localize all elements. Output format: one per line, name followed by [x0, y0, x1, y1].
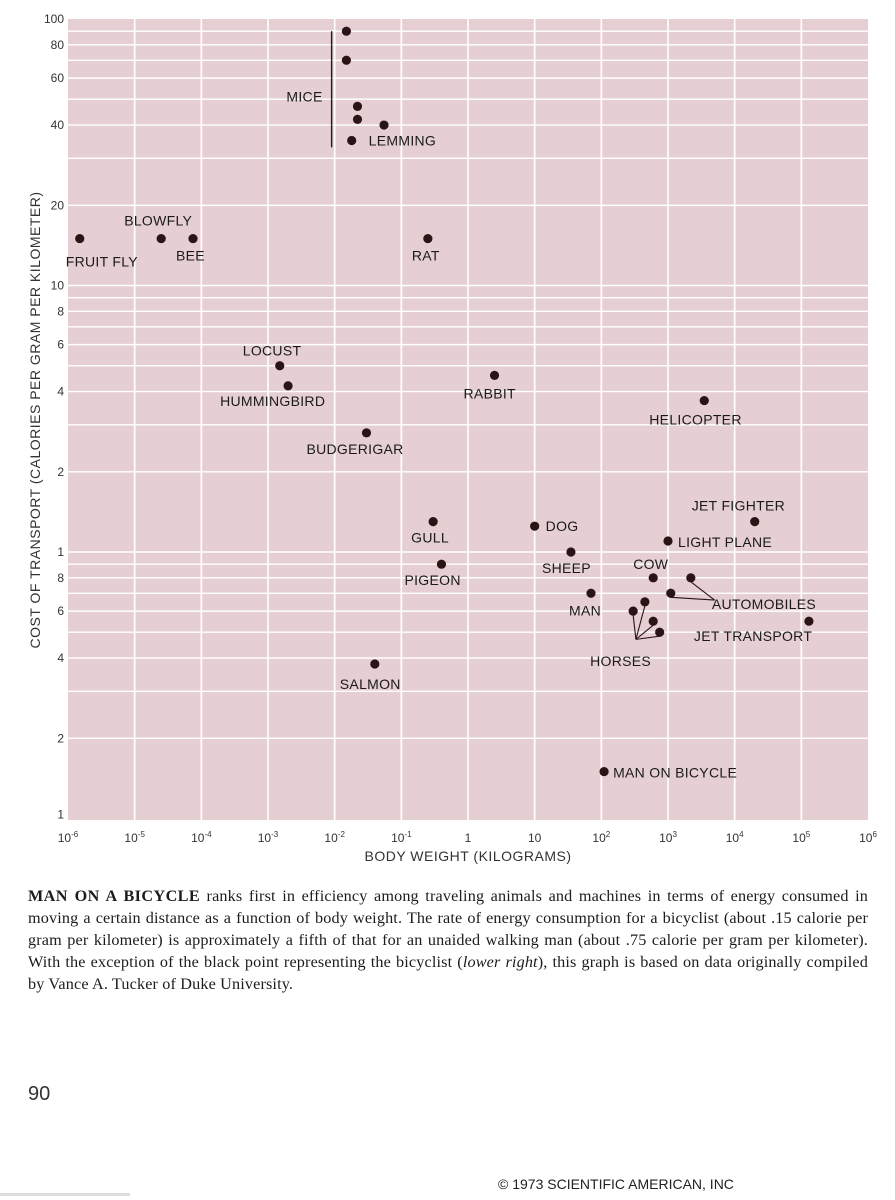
data-point-light-plane [663, 536, 672, 545]
point-label: DOG [545, 518, 579, 535]
data-point-jet-transport [804, 617, 813, 626]
point-label: LOCUST [242, 342, 302, 359]
copyright-notice: © 1973 SCIENTIFIC AMERICAN, INC [498, 1176, 734, 1192]
y-tick-label: 6 [57, 604, 64, 619]
x-tick-label: $10^5$ [792, 830, 811, 845]
y-tick-label: 4 [57, 651, 64, 666]
data-point-mice [353, 115, 362, 124]
caption-italic: lower right [462, 953, 538, 971]
y-tick-label: 60 [50, 71, 64, 86]
point-label: FRUIT FLY [65, 253, 138, 270]
y-tick-label: 8 [57, 570, 64, 585]
y-tick-label: 6 [57, 337, 64, 352]
point-label: JET FIGHTER [691, 497, 786, 514]
point-label: GULL [411, 529, 449, 546]
caption-body: ranks first in efficiency among traveling animals and machines in terms of energy consumed in moving a certain distance as a function of body weight. The rate of energy consumption for a bicyclist (about .15 calorie per gram per kilometer) is approximately a fifth of that for an unaided walking man (about .75 calorie per gram per kilometer). With the exception of the black point representing the bicyclist ( [28, 887, 868, 971]
data-point-automobiles [666, 589, 675, 598]
data-point-horses [640, 597, 649, 606]
point-label: HORSES [590, 653, 652, 670]
x-tick-label: $10^{-3}$ [257, 830, 279, 845]
caption-lead: MAN ON A BICYCLE [28, 887, 201, 905]
x-tick-label: $10^4$ [725, 830, 744, 845]
point-label: BLOWFLY [124, 212, 193, 229]
y-tick-label: 2 [57, 464, 64, 479]
x-tick-label: $10^{-6}$ [57, 830, 79, 845]
point-label: LEMMING [368, 132, 437, 149]
data-point-helicopter [700, 396, 709, 405]
data-point-man-on-bicycle [599, 767, 608, 776]
point-label: COW [633, 555, 669, 572]
data-point-fruit-fly [75, 234, 84, 243]
data-point-hummingbird [283, 381, 292, 390]
y-tick-label: 4 [57, 384, 64, 399]
data-point-horses [629, 607, 638, 616]
data-point-sheep [566, 547, 575, 556]
x-tick-label: 10 [527, 831, 542, 845]
x-tick-label: $10^{-5}$ [124, 830, 145, 845]
y-tick-label: 2 [57, 731, 64, 746]
x-tick-label: $10^{-2}$ [324, 830, 345, 845]
x-tick-label: $10^6$ [859, 830, 877, 845]
data-point-blowfly [157, 234, 166, 243]
data-point-dog [530, 522, 539, 531]
data-point-mice [342, 56, 351, 65]
x-tick-label: $10^3$ [659, 830, 677, 845]
x-axis-title: BODY WEIGHT (KILOGRAMS) [364, 848, 572, 864]
point-label: SHEEP [541, 560, 591, 576]
y-tick-label: 20 [50, 198, 64, 213]
bottom-rule [0, 1193, 130, 1196]
y-tick-label: 1 [57, 807, 64, 822]
y-tick-label: 100 [43, 12, 64, 26]
y-axis-title: COST OF TRANSPORT (CALORIES PER GRAM PER KILOMETER) [27, 191, 43, 649]
data-point-gull [429, 517, 438, 526]
point-label: AUTOMOBILES [711, 595, 817, 612]
point-label: MAN [569, 602, 602, 619]
x-tick-label: $10^{-4}$ [191, 830, 212, 845]
y-tick-label: 40 [50, 118, 64, 133]
data-point-salmon [370, 659, 379, 668]
point-label: JET TRANSPORT [693, 628, 813, 645]
y-tick-label: 10 [50, 278, 64, 293]
data-point-rat [423, 234, 432, 243]
point-label: BUDGERIGAR [306, 440, 404, 457]
point-label: BEE [176, 247, 205, 264]
data-point-automobiles [686, 573, 695, 582]
data-point-lemming [379, 120, 388, 129]
data-point-locust [275, 361, 284, 370]
point-label: HUMMINGBIRD [220, 392, 326, 409]
x-tick-label: $10^{-1}$ [391, 830, 412, 845]
y-tick-label: 8 [57, 304, 64, 319]
data-point-budgerigar [362, 428, 371, 437]
point-label: RAT [411, 247, 440, 264]
point-label: RABBIT [463, 385, 516, 402]
data-point-horses [655, 628, 664, 637]
y-tick-label: 1 [57, 545, 64, 559]
data-point-horses [649, 617, 658, 626]
page-number: 90 [28, 1083, 51, 1105]
data-point-pigeon [437, 560, 446, 569]
x-tick-label: 1 [464, 831, 472, 845]
data-point-mice [347, 136, 356, 145]
point-label: LIGHT PLANE [678, 533, 773, 550]
point-label: HELICOPTER [649, 411, 742, 428]
x-tick-label: $10^2$ [592, 830, 611, 845]
point-label: PIGEON [404, 572, 461, 589]
data-point-cow [649, 573, 658, 582]
point-label: MICE [286, 88, 323, 105]
y-tick-label: 80 [50, 37, 64, 52]
data-point-mice [342, 27, 351, 36]
data-point-man [586, 589, 595, 598]
data-point-jet-fighter [750, 517, 759, 526]
data-point-mice [353, 102, 362, 111]
figure-caption [28, 885, 868, 995]
point-label: SALMON [339, 675, 401, 692]
data-point-rabbit [490, 371, 499, 380]
point-label: MAN ON BICYCLE [613, 764, 738, 781]
data-point-bee [188, 234, 197, 243]
caption-tail: ), this graph is based on data originally compiled by Vance A. Tucker of Duke University. [28, 953, 868, 993]
